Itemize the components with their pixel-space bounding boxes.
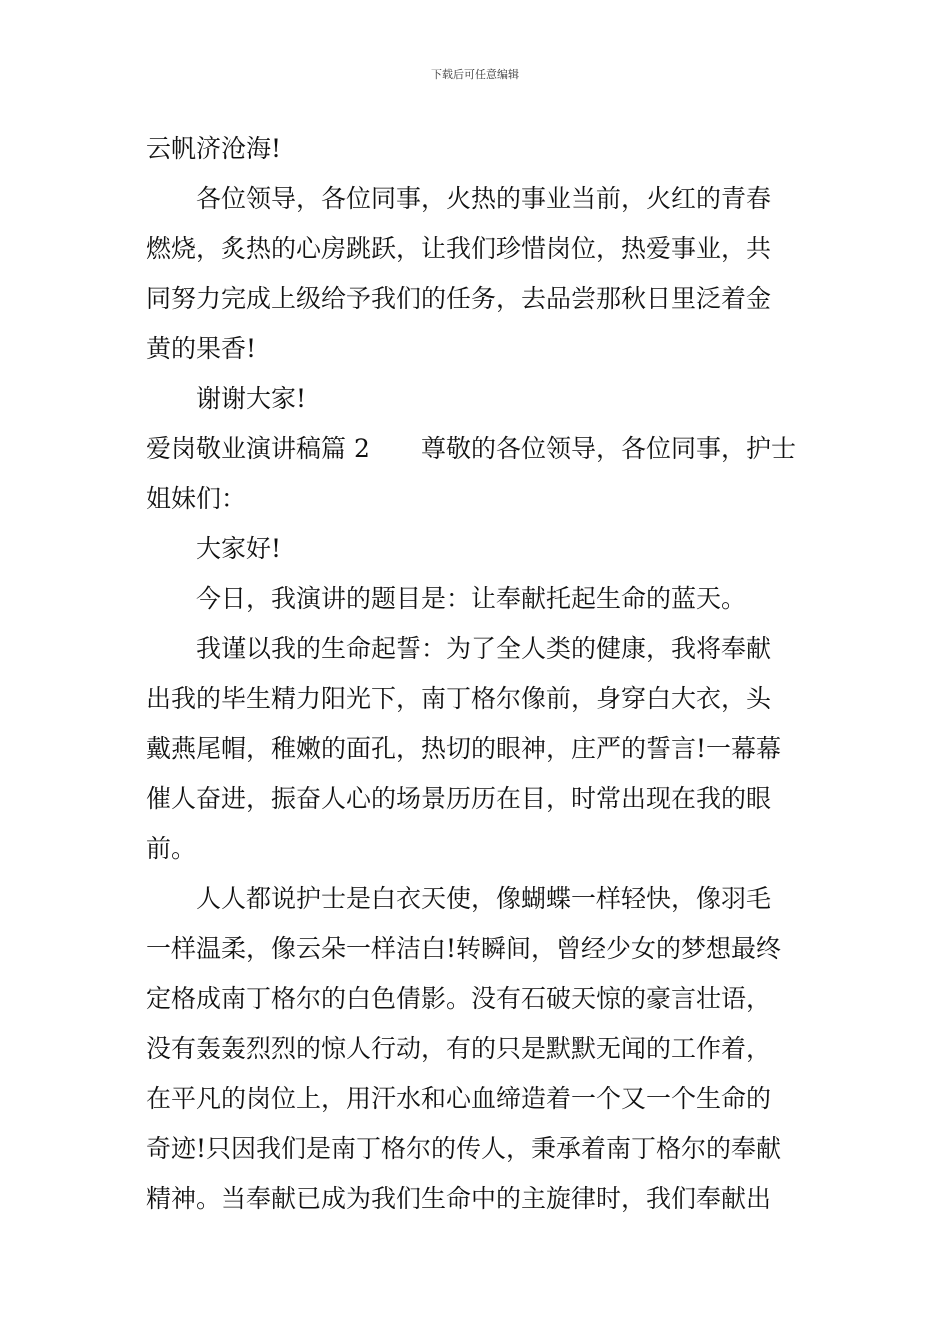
text-line: 前。	[146, 834, 197, 863]
page-header: 下载后可任意编辑	[431, 68, 519, 81]
paragraph-first-line: 谢谢大家!	[196, 384, 307, 413]
paragraph-first-line: 我谨以我的生命起誓：为了全人类的健康，我将奉献	[196, 634, 772, 663]
paragraph-first-line: 各位领导，各位同事，火热的事业当前，火红的青春	[196, 184, 772, 213]
paragraph-first-line: 今日，我演讲的题目是：让奉献托起生命的蓝天。	[196, 584, 747, 613]
text-line: 一样温柔，像云朵一样洁白!转瞬间，曾经少女的梦想最终	[146, 934, 782, 963]
text-line: 黄的果香!	[146, 334, 257, 363]
paragraph-first-line: 人人都说护士是白衣天使，像蝴蝶一样轻快，像羽毛	[196, 884, 772, 913]
paragraph-first-line: 大家好!	[196, 534, 282, 563]
section-title: 爱岗敬业演讲稿篇 2	[146, 434, 370, 463]
text-line: 燃烧，炙热的心房跳跃，让我们珍惜岗位，热爱事业，共	[146, 234, 772, 263]
text-line: 姐妹们：	[146, 484, 247, 513]
text-line: 精神。当奉献已成为我们生命中的主旋律时，我们奉献出	[146, 1184, 772, 1213]
text-line: 同努力完成上级给予我们的任务，去品尝那秋日里泛着金	[146, 284, 772, 313]
section-heading-line	[146, 432, 846, 466]
text-line: 出我的毕生精力阳光下，南丁格尔像前，身穿白大衣，头	[146, 684, 772, 713]
text-line: 云帆济沧海!	[146, 134, 282, 163]
text-line: 没有轰轰烈烈的惊人行动，有的只是默默无闻的工作着，	[146, 1034, 772, 1063]
text-line: 催人奋进，振奋人心的场景历历在目，时常出现在我的眼	[146, 784, 772, 813]
text-line: 奇迹!只因我们是南丁格尔的传人，秉承着南丁格尔的奉献	[146, 1134, 782, 1163]
text-line: 在平凡的岗位上，用汗水和心血缔造着一个又一个生命的	[146, 1084, 772, 1113]
text-line: 戴燕尾帽，稚嫩的面孔，热切的眼神，庄严的誓言!一幕幕	[146, 734, 782, 763]
salutation: 尊敬的各位领导，各位同事，护士	[421, 434, 797, 463]
text-line: 定格成南丁格尔的白色倩影。没有石破天惊的豪言壮语，	[146, 984, 772, 1013]
